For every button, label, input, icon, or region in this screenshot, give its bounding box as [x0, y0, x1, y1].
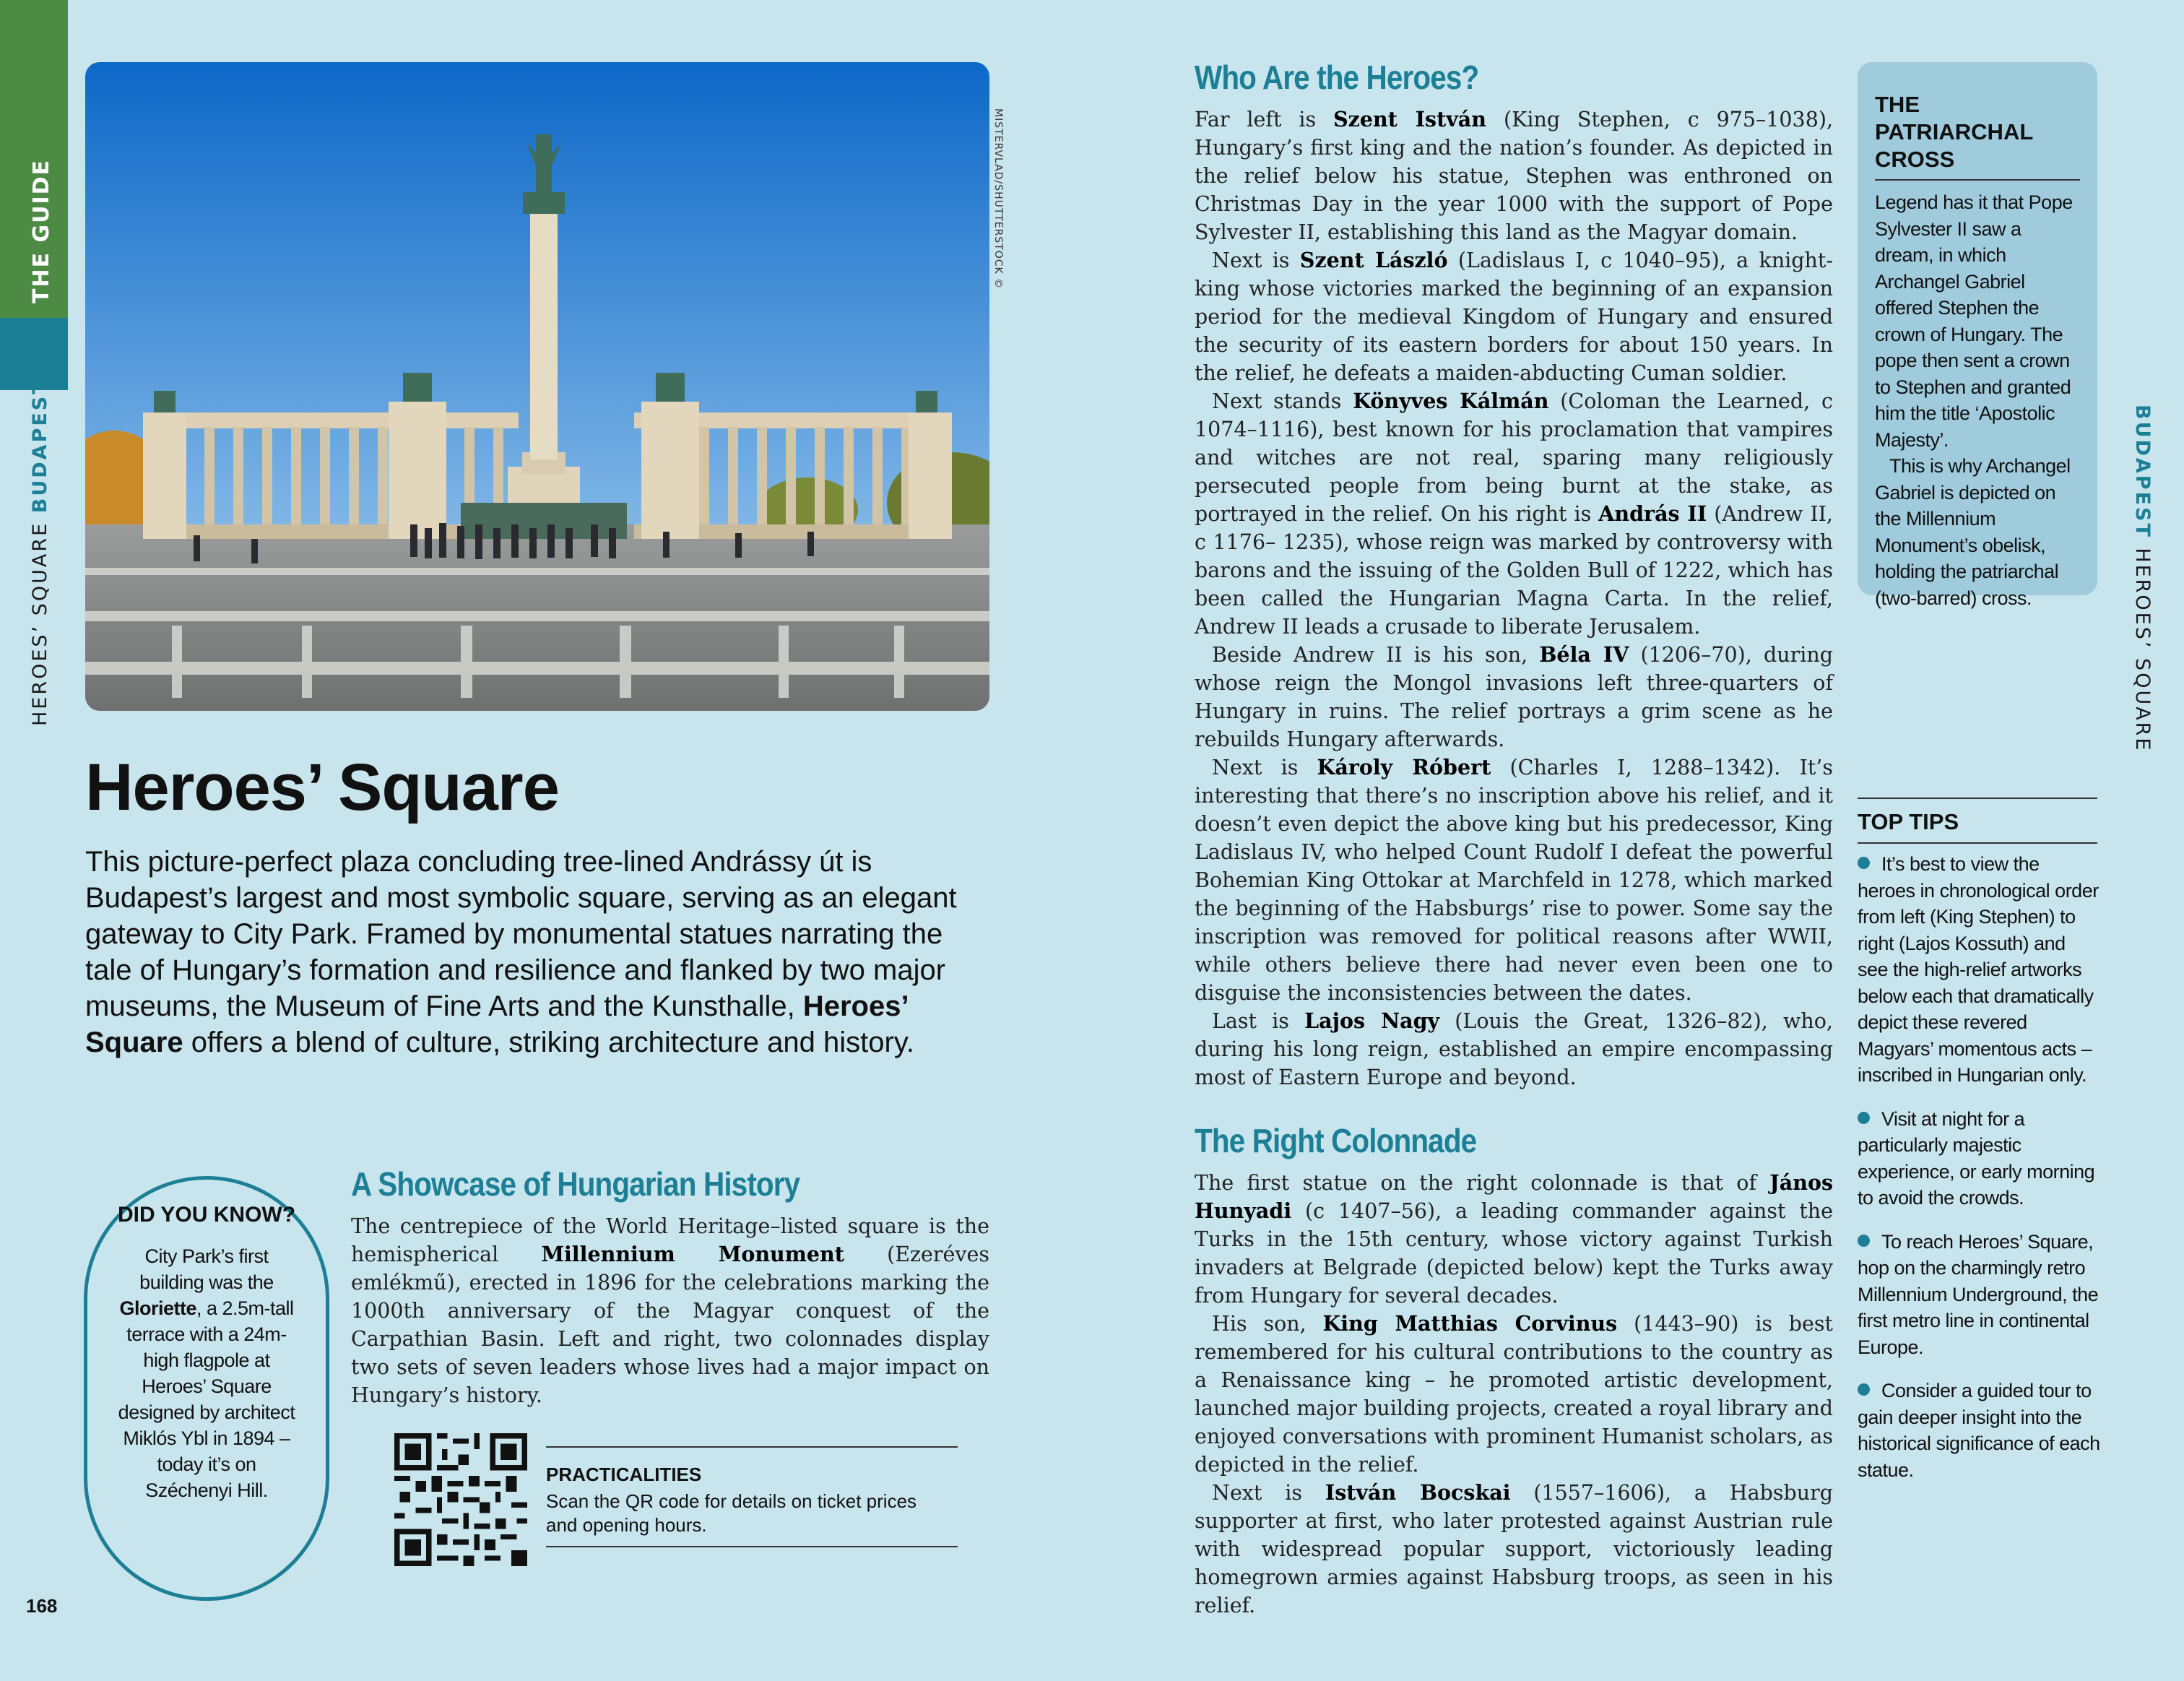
who-paragraph: Next is Szent László (Ladislaus I, c 1040–95), a knight-king whose victories marked the beginning of an expansion period for the medieval Kingdom of Hungary and ensured the security of its eastern borders for about 150 years. In the relief, he defeats a maiden-abducting Cuman soldier.	[1195, 248, 1833, 385]
right-colonnade-text	[1195, 1169, 1833, 1620]
heroes-square-photo	[85, 62, 989, 711]
who-text	[1195, 105, 1833, 1092]
who-paragraph: Next is Károly Róbert (Charles I, 1288–1342). It’s interesting that there’s no inscription above his relief, and it doesn’t even depict the above king but his predecessor, King Ladislaus IV, who helped Count Rudolf I defeat the powerful Bohemian King Ottokar at Marchfeld in 1278, which marked the beginning of the Habsburgs’ rise to power. Some say the inscription was removed for political reasons after WWII, while others believe there had never even been one to disguise the inconsistencies between the dates.	[1195, 755, 1833, 1005]
page-title: Heroes’ Square	[85, 751, 559, 824]
top-tip-item: Consider a guided tour to gain deeper insight into the historical significance of each statue.	[1858, 1380, 2100, 1481]
who-heading: Who Are the Heroes?	[1195, 59, 1479, 96]
running-head-left: HEROES’ SQUARE BUDAPEST	[29, 379, 51, 726]
intro-paragraph: This picture-perfect plaza concluding tree-lined Andrássy út is Budapest’s largest and most symbolic square, serving as an elegant gateway to City Park. Framed by monumental statues narrating the tale of Hungary’s formation and resilience and flanked by two major museums, the Museum of Fine Arts and the Kunsthalle, Heroes’ Square offers a blend of culture, striking architecture and history.	[85, 846, 957, 1058]
showcase-heading: A Showcase of Hungarian History	[351, 1165, 800, 1203]
top-tips-rule	[1858, 842, 2097, 844]
patriarchal-cross-paragraph: This is why Archangel Gabriel is depicted on the Millennium Monument’s obelisk, holding the patriarchal (two-barred) cross.	[1875, 455, 2071, 609]
bullet-icon	[1858, 1383, 1870, 1396]
right-colonnade-paragraph: The first statue on the right colonnade is that of János Hunyadi (c 1407–56), a leading commander against the Turks in the 15th century, whose victory against Turkish invaders at Belgrade (depicted below) kept the Turks away from Hungary for several decades.	[1195, 1170, 1833, 1308]
who-paragraph: Next stands Könyves Kálmán (Coloman the Learned, c 1074–1116), best known for his proclamation that vampires and witches are not real, sparing many religiously persecuted people from being burnt at the stake, as portrayed in the relief. On his right is András II (Andrew II, c 1176– 1235), whose reign was marked by controversy with barons and the issuing of the Golden Bull of 1222, which has been called the Hungarian Magna Carta. In the relief, Andrew II leads a crusade to liberate Jerusalem.	[1195, 389, 1833, 639]
patriarchal-cross-text	[1875, 189, 2080, 611]
practicalities-text: Scan the QR code for details on ticket prices and opening hours.	[546, 1490, 917, 1536]
top-tips-title: TOP TIPS	[1858, 809, 1959, 834]
showcase-text: The centrepiece of the World Heritage–listed square is the hemispherical Millennium Monument (Ezeréves emlékmű), erected in 1896 for the celebrations marking the 1000th anniversary of the Magyar conquest of the Carpathian Basin. Left and right, two colonnades display two sets of seven leaders whose lives had a major impact on Hungary’s history.	[351, 1214, 990, 1407]
top-tip-item: It’s best to view the heroes in chronological order from left (King Stephen) to right (Lajos Kossuth) and see the high-relief artworks below each that dramatically depict these revered Magyars’ momentous acts – inscribed in Hungarian only.	[1858, 853, 2099, 1086]
page-number: 168	[26, 1595, 58, 1617]
did-you-know-title: DID YOU KNOW?	[117, 1203, 296, 1227]
right-colonnade-paragraph: Next is István Bocskai (1557–1606), a Habsburg supporter at first, who later protested against Austrian rule with widespread popular support, victoriously leading homegrown armies against Habsburg troops, as seen in his relief.	[1195, 1480, 1833, 1617]
section-tab-label: THE GUIDE	[29, 158, 54, 303]
practicalities-title: PRACTICALITIES	[546, 1464, 702, 1485]
bullet-icon	[1858, 857, 1870, 869]
top-tip-item: Visit at night for a particularly majestic experience, or early morning to avoid the crowds.	[1858, 1107, 2095, 1209]
practicalities-rule-bottom	[546, 1546, 958, 1547]
top-tips-rule-top	[1858, 798, 2097, 799]
who-paragraph: Far left is Szent István (King Stephen, c 975–1038), Hungary’s first king and the nation’s founder. As depicted in the relief below his statue, Stephen was enthroned on Christmas Day in the year 1000 with the support of Pope Sylvester II, establishing this land as the Magyar domain.	[1195, 107, 1834, 244]
patriarchal-cross-box	[1858, 62, 2097, 609]
who-paragraph: Last is Lajos Nagy (Louis the Great, 1326–82), who, during his long reign, established an empire encompassing most of Eastern Europe and beyond.	[1195, 1008, 1833, 1089]
top-tip-item: To reach Heroes’ Square, hop on the charmingly retro Millennium Underground, the first metro line in continental Europe.	[1858, 1230, 2099, 1358]
bullet-icon	[1858, 1235, 1870, 1247]
qr-code[interactable]	[394, 1433, 527, 1566]
patriarchal-cross-title: THE PATRIARCHAL CROSS	[1875, 91, 2080, 181]
running-head-right: BUDAPEST HEROES’ SQUARE	[2131, 405, 2154, 753]
did-you-know-text: City Park’s first building was the Gloriette, a 2.5m-tall terrace with a 24m-high flagpole at Heroes’ Square designed by architect Miklós Ybl in 1894 – today it’s on Széchenyi Hill.	[118, 1245, 295, 1501]
patriarchal-cross-paragraph: Legend has it that Pope Sylvester II saw a dream, in which Archangel Gabriel offered Stephen the crown of Hungary. The pope then sent a crown to Stephen and granted him the title ‘Apostolic Majesty’.	[1875, 191, 2073, 451]
top-tips-list	[1858, 851, 2100, 1500]
photo-credit: MISTERVLAD/SHUTTERSTOCK ©	[992, 108, 1004, 290]
right-colonnade-heading: The Right Colonnade	[1195, 1122, 1477, 1159]
who-paragraph: Beside Andrew II is his son, Béla IV (1206–70), during whose reign the Mongol invasions left three-quarters of Hungary in ruins. The relief portrays a grim scene as he rebuilds Hungary afterwards.	[1195, 642, 1833, 751]
right-colonnade-paragraph: His son, King Matthias Corvinus (1443–90) is best remembered for his cultural contributions to the country as a Renaissance king – he promoted artistic development, launched major building projects, created a royal library and enjoyed conversations with prominent Humanist scholars, as depicted in the relief.	[1195, 1311, 1833, 1477]
did-you-know-box	[84, 1176, 329, 1601]
practicalities-rule-top	[546, 1446, 958, 1448]
bullet-icon	[1858, 1112, 1870, 1124]
